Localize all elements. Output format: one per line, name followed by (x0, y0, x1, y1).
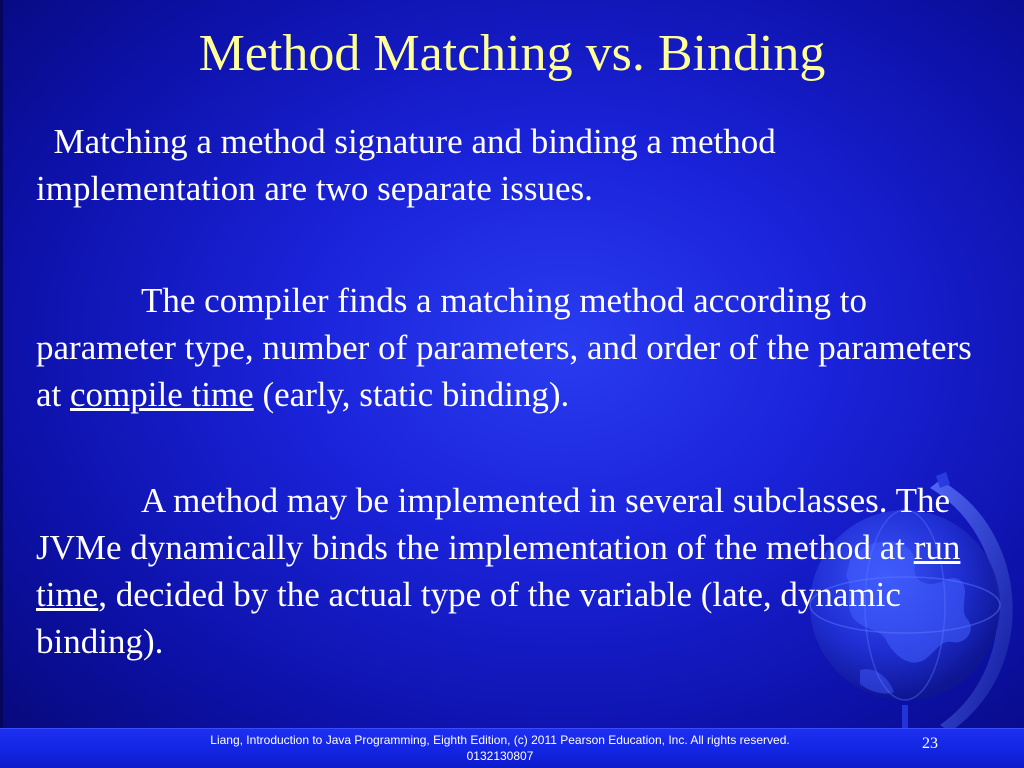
slide-title: Method Matching vs. Binding (198, 25, 826, 82)
footer-copyright: Liang, Introduction to Java Programming, Eighth Edition, (c) 2011 Pearson Education, Inc. All rights reserved. 0132130807 (210, 733, 790, 763)
paragraph-matching (36, 118, 996, 212)
paragraph-run-time-tail: , decided by the actual type of the variable (late, dynamic binding). (36, 575, 901, 661)
page-number: 23 (922, 735, 938, 752)
paragraph-run-time-text: A method may be implemented in several subclasses. The JVMe dynamically binds the implementation of the method at (36, 481, 951, 567)
slide-left-edge (0, 0, 3, 730)
paragraph-run-time (36, 477, 996, 665)
run-time-term: run time (36, 528, 961, 614)
compile-time-term: compile time (70, 375, 254, 414)
paragraph-compile-time-tail: (early, static binding). (253, 375, 570, 414)
slide-footer (0, 728, 1024, 768)
paragraph-compile-time (36, 277, 996, 418)
paragraph-matching-text: Matching a method signature and binding a method implementation are two separate issues. (36, 122, 776, 208)
paragraph-compile-time-text: The compiler finds a matching method according to parameter type, number of parameters, and order of the parameters at (36, 281, 972, 414)
